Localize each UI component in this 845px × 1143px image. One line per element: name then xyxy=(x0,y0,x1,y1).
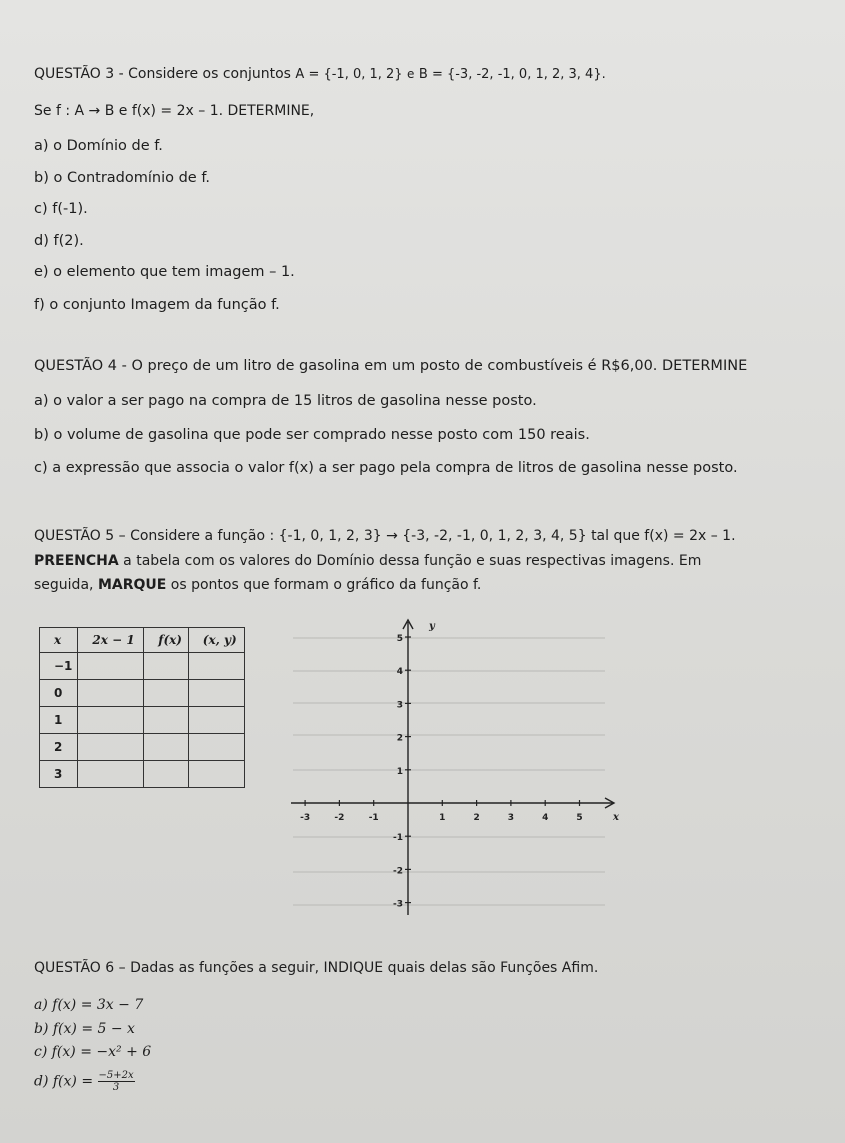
y-tick-label: 5 xyxy=(396,634,403,644)
q3-item-c: c) f(-1). xyxy=(34,201,88,217)
table-row xyxy=(40,653,245,680)
table-cell-xy[interactable] xyxy=(188,653,244,680)
y-tick-label: -2 xyxy=(393,866,403,877)
q6-item-d-prefix: d) f(x) = xyxy=(34,1073,98,1090)
q4-item-b: b) o volume de gasolina que pode ser comprado nesse posto com 150 reais. xyxy=(34,427,590,443)
q6-item-b-text: b) f(x) = 5 − x xyxy=(34,1021,135,1037)
table-row xyxy=(40,707,245,734)
q3-map: Se f : A → B e xyxy=(34,103,128,119)
table-cell-xy[interactable] xyxy=(188,707,244,734)
table-cell-fx[interactable] xyxy=(144,653,188,680)
table-cell-x: −1 xyxy=(40,653,78,680)
q3-set-a: A = {-1, 0, 1, 2} xyxy=(295,67,403,82)
q5-statement: QUESTÃO 5 – Considere a função : {-1, 0, 1, 2, 3} → {-3, -2, -1, 0, 1, 2, 3, 4, 5} tal que f(x) = 2x – 1. xyxy=(34,528,736,544)
q5-fill-keyword: PREENCHA xyxy=(34,553,119,569)
table-cell-fx[interactable] xyxy=(144,680,188,707)
q3-determine: DETERMINE, xyxy=(227,103,315,119)
y-tick-label: 1 xyxy=(396,766,403,777)
q6-item-d-fraction xyxy=(98,1070,135,1093)
table-cell-2x-minus-1[interactable] xyxy=(78,680,144,707)
y-tick-label: 4 xyxy=(396,667,403,678)
q5-mark-keyword: MARQUE xyxy=(97,577,167,593)
y-tick-label: 2 xyxy=(396,733,403,744)
table-header-row xyxy=(40,628,245,653)
table-row xyxy=(40,680,245,707)
x-tick-label: 1 xyxy=(439,813,446,823)
q3-item-d: d) f(2). xyxy=(34,233,84,249)
table-cell-x: 1 xyxy=(40,707,78,734)
q6-title: QUESTÃO 6 – Dadas as funções a seguir, INDIQUE quais delas são Funções Afim. xyxy=(34,960,599,976)
q4-item-a: a) o valor a ser pago na compra de 15 litros de gasolina nesse posto. xyxy=(34,393,537,409)
q3-title-line xyxy=(34,66,606,82)
q3-conj: e xyxy=(407,67,415,81)
table-cell-2x-minus-1[interactable] xyxy=(78,761,144,788)
cartesian-plane[interactable] xyxy=(283,615,623,920)
x-tick-label: 4 xyxy=(542,813,549,823)
table-cell-xy[interactable] xyxy=(188,761,244,788)
q3-set-b: B = {-3, -2, -1, 0, 1, 2, 3, 4}. xyxy=(418,67,606,82)
q3-definition-line xyxy=(34,103,314,119)
x-tick-label: -1 xyxy=(368,813,379,823)
x-tick-label: 2 xyxy=(473,813,480,823)
q6-item-d xyxy=(34,1070,135,1093)
table-cell-2x-minus-1[interactable] xyxy=(78,734,144,761)
table-header-x: x xyxy=(40,628,78,653)
q6-item-c-text: c) f(x) = −x² + 6 xyxy=(34,1044,152,1060)
table-row xyxy=(40,761,245,788)
q5-instruction-end: os pontos que formam o gráfico da função f. xyxy=(166,577,482,593)
q3-item-f: f) o conjunto Imagem da função f. xyxy=(34,297,280,313)
table-cell-x: 3 xyxy=(40,761,78,788)
q6-item-a-text: a) f(x) = 3x − 7 xyxy=(34,997,144,1013)
table-cell-xy[interactable] xyxy=(188,680,244,707)
y-axis-label: y xyxy=(429,621,435,632)
q5-instruction-line-2 xyxy=(34,577,481,593)
x-axis-label: x xyxy=(613,812,619,823)
table-header-xy: (x, y) xyxy=(188,628,244,653)
table-cell-x: 2 xyxy=(40,734,78,761)
y-tick-label: -1 xyxy=(393,833,403,844)
q3-item-a: a) o Domínio de f. xyxy=(34,138,163,154)
q6-item-d-numerator: −5+2x xyxy=(98,1070,134,1081)
y-tick-label: -3 xyxy=(393,899,403,910)
q5-instruction-line xyxy=(34,553,701,569)
table-cell-x: 0 xyxy=(40,680,78,707)
grid-lines xyxy=(293,638,605,905)
table-cell-xy[interactable] xyxy=(188,734,244,761)
table-cell-fx[interactable] xyxy=(144,707,188,734)
q4-title: QUESTÃO 4 - O preço de um litro de gasolina em um posto de combustíveis é R$6,00. DETERMINE xyxy=(34,358,748,374)
axis-ticks xyxy=(300,634,583,910)
x-tick-label: 5 xyxy=(576,813,583,823)
q6-item-b xyxy=(34,1021,135,1037)
table-cell-2x-minus-1[interactable] xyxy=(78,653,144,680)
table-header-2x-minus-1: 2x − 1 xyxy=(78,628,144,653)
table-header-fx: f(x) xyxy=(144,628,188,653)
y-tick-label: 3 xyxy=(396,700,403,711)
table-row xyxy=(40,734,245,761)
q5-then: seguida, xyxy=(34,577,98,593)
q3-item-b: b) o Contradomínio de f. xyxy=(34,170,210,186)
x-tick-label: 3 xyxy=(507,813,515,823)
table-cell-fx[interactable] xyxy=(144,761,188,788)
q3-function: f(x) = 2x – 1. xyxy=(131,103,224,119)
values-table xyxy=(39,627,245,788)
q3-item-e: e) o elemento que tem imagem – 1. xyxy=(34,264,295,280)
q6-item-a xyxy=(34,997,143,1013)
table-cell-2x-minus-1[interactable] xyxy=(78,707,144,734)
x-tick-label: -2 xyxy=(334,813,345,823)
q5-instruction-rest: a tabela com os valores do Domínio dessa função e suas respectivas imagens. Em xyxy=(118,553,702,569)
table-cell-fx[interactable] xyxy=(144,734,188,761)
q6-item-d-denominator: 3 xyxy=(112,1082,120,1093)
q6-item-c xyxy=(34,1044,151,1060)
q4-item-c: c) a expressão que associa o valor f(x) a ser pago pela compra de litros de gasolina nesse posto. xyxy=(34,460,738,476)
x-tick-label: -3 xyxy=(300,813,311,823)
q3-title: QUESTÃO 3 - Considere os conjuntos xyxy=(34,66,291,82)
